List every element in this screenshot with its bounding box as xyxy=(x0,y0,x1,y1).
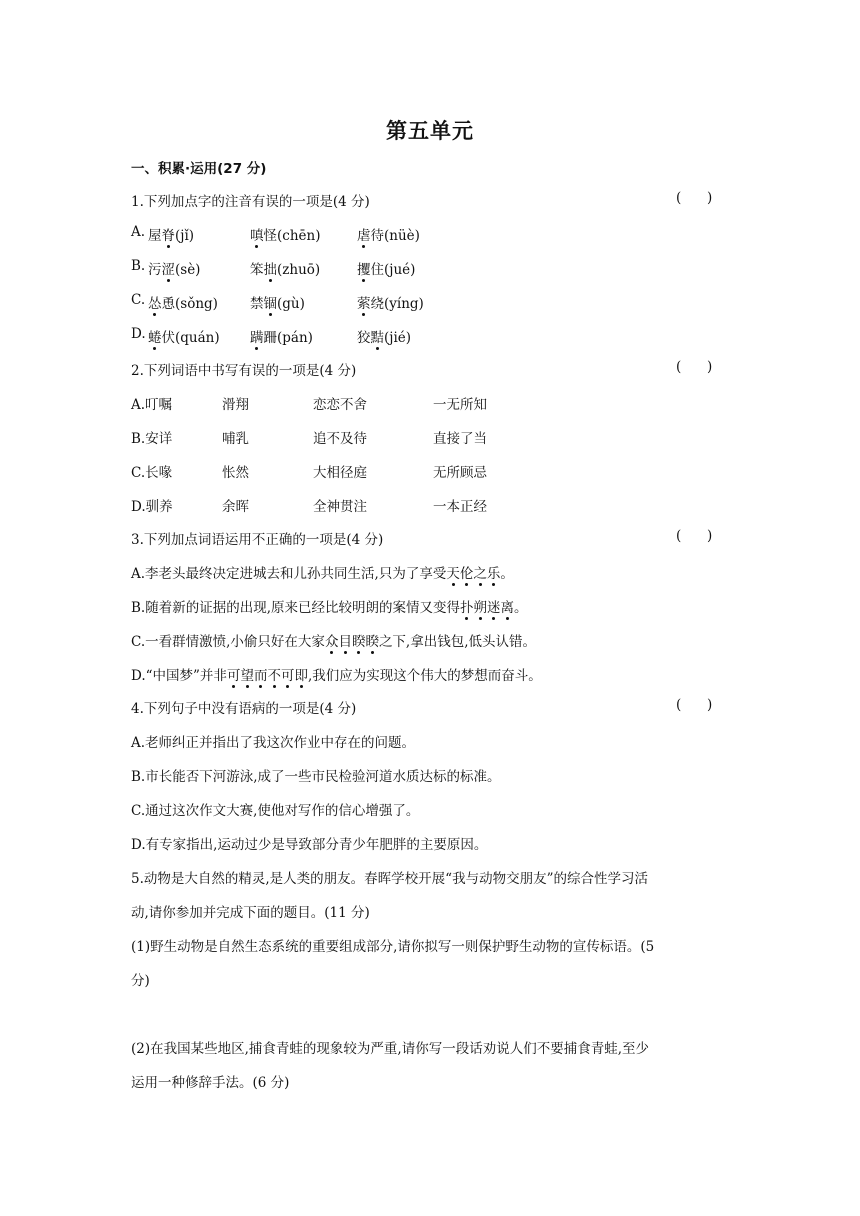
dotted-char: 怂 xyxy=(148,292,162,312)
q3-answer-paren: ( ) xyxy=(676,528,713,544)
unit-title: 第五单元 xyxy=(386,119,474,143)
q1-option-label: D. xyxy=(131,326,146,342)
q3-option xyxy=(131,562,514,582)
q1-option-term xyxy=(148,326,220,346)
dotted-char: 涩 xyxy=(162,258,176,278)
term-text: 绕(yíng) xyxy=(370,296,424,312)
q2-word: 哺乳 xyxy=(222,431,249,447)
q2-word: B.安详 xyxy=(131,431,173,447)
q1-option-term xyxy=(250,326,313,346)
dotted-char: 蹒 xyxy=(250,326,264,346)
dotted-char: 众 xyxy=(325,630,339,650)
dotted-char: 可 xyxy=(227,664,241,684)
term-text: 伏(quán) xyxy=(161,330,220,346)
q5-part1-line1: (1)野生动物是自然生态系统的重要组成部分,请你拟写一则保护野生动物的宣传标语。(5 xyxy=(131,939,655,955)
option-text: ,我们应为实现这个伟大的梦想而奋斗。 xyxy=(307,668,542,684)
dotted-char: 扑 xyxy=(460,596,474,616)
section-heading: 一、积累·运用(27 分) xyxy=(131,161,267,177)
q3-option xyxy=(131,664,542,684)
q2-answer-paren: ( ) xyxy=(676,359,713,375)
dotted-idiom xyxy=(446,566,500,582)
option-text: A.李老头最终决定进城去和儿孙共同生活,只为了享受 xyxy=(131,566,447,582)
dotted-char: 睽 xyxy=(352,630,366,650)
q5-part1-line2: 分) xyxy=(131,973,150,989)
term-text: 跚(pán) xyxy=(263,330,313,346)
q2-word: A.叮嘱 xyxy=(131,397,173,413)
dotted-char: 之 xyxy=(473,562,487,582)
q2-word: 滑翔 xyxy=(222,397,249,413)
term-text: 笨 xyxy=(250,262,264,278)
q1-option-term xyxy=(148,224,194,244)
dotted-char: 萦 xyxy=(357,292,371,312)
dotted-char: 不 xyxy=(267,664,281,684)
q5-part2-line1: (2)在我国某些地区,捕食青蛙的现象较为严重,请你写一段话劝说人们不要捕食青蛙,至少 xyxy=(131,1041,649,1057)
q3-option xyxy=(131,596,528,616)
q5-part2-line2: 运用一种修辞手法。(6 分) xyxy=(131,1075,290,1091)
term-text: 住(jué) xyxy=(370,262,416,278)
q1-option-term xyxy=(148,258,200,278)
term-text: (jǐ) xyxy=(175,228,195,244)
q2-stem: 2.下列词语中书写有误的一项是(4 分) xyxy=(131,363,357,379)
q4-option-a: A.老师纠正并指出了我这次作业中存在的问题。 xyxy=(131,735,416,751)
q1-option-term xyxy=(357,224,420,244)
term-text: 待(nüè) xyxy=(370,228,420,244)
q2-word: C.长喙 xyxy=(131,465,173,481)
q1-stem: 1.下列加点字的注音有误的一项是(4 分) xyxy=(131,194,370,210)
term-text: (sè) xyxy=(175,262,201,278)
dotted-char: 蜷 xyxy=(148,326,162,346)
q2-word: 全神贯注 xyxy=(313,499,367,515)
dotted-idiom xyxy=(460,600,514,616)
term-text: 恿(sǒng) xyxy=(161,296,218,312)
dotted-char: 望 xyxy=(240,664,254,684)
q2-word: 大相径庭 xyxy=(313,465,367,481)
q4-answer-paren: ( ) xyxy=(676,697,713,713)
dotted-char: 即 xyxy=(294,664,308,684)
q1-option-label: A. xyxy=(131,224,146,240)
dotted-char: 攫 xyxy=(357,258,371,278)
dotted-char: 可 xyxy=(281,664,295,684)
dotted-char: 睽 xyxy=(365,630,379,650)
dotted-idiom xyxy=(325,634,379,650)
term-text: (zhuō) xyxy=(277,262,321,278)
q2-word: 余晖 xyxy=(222,499,249,515)
dotted-idiom xyxy=(227,668,308,684)
q2-word: 直接了当 xyxy=(433,431,487,447)
q1-option-term xyxy=(357,258,415,278)
q1-option-label: C. xyxy=(131,292,146,308)
q2-word: 无所顾忌 xyxy=(433,465,487,481)
dotted-char: 天 xyxy=(446,562,460,582)
dotted-char: 伦 xyxy=(460,562,474,582)
dotted-char: 黠 xyxy=(371,326,385,346)
dotted-char: 脊 xyxy=(162,224,176,244)
q3-option xyxy=(131,630,536,650)
option-text: B.随着新的证据的出现,原来已经比较明朗的案情又变得 xyxy=(131,600,461,616)
q1-option-term xyxy=(250,292,305,312)
q2-word: 一本正经 xyxy=(433,499,487,515)
term-text: 狡 xyxy=(357,330,371,346)
q2-word: D.驯养 xyxy=(131,499,173,515)
term-text: (jié) xyxy=(384,330,412,346)
q2-word: 恋恋不舍 xyxy=(313,397,367,413)
term-text: (gù) xyxy=(277,296,305,312)
q1-option-term xyxy=(148,292,218,312)
dotted-char: 目 xyxy=(338,630,352,650)
term-text: 怪(chēn) xyxy=(263,228,321,244)
q5-stem-line1: 5.动物是大自然的精灵,是人类的朋友。春晖学校开展“我与动物交朋友”的综合性学习活 xyxy=(131,871,648,887)
q1-option-term xyxy=(250,258,320,278)
dotted-char: 乐 xyxy=(487,562,501,582)
option-text: C.一看群情激愤,小偷只好在大家 xyxy=(131,634,325,650)
dotted-char: 朔 xyxy=(474,596,488,616)
dotted-char: 锢 xyxy=(264,292,278,312)
option-text: 。 xyxy=(500,566,514,582)
q1-answer-paren: ( ) xyxy=(676,190,713,206)
q5-stem-line2: 动,请你参加并完成下面的题目。(11 分) xyxy=(131,905,370,921)
dotted-char: 而 xyxy=(254,664,268,684)
dotted-char: 嗔 xyxy=(250,224,264,244)
q2-word: 追不及待 xyxy=(313,431,367,447)
dotted-char: 拙 xyxy=(264,258,278,278)
q4-stem: 4.下列句子中没有语病的一项是(4 分) xyxy=(131,701,357,717)
dotted-char: 迷 xyxy=(487,596,501,616)
dotted-char: 虐 xyxy=(357,224,371,244)
q1-option-label: B. xyxy=(131,258,146,274)
q1-option-term xyxy=(357,326,411,346)
q4-option-c: C.通过这次作文大赛,使他对写作的信心增强了。 xyxy=(131,803,420,819)
q4-option-b: B.市长能否下河游泳,成了一些市民检验河道水质达标的标准。 xyxy=(131,769,501,785)
option-text: D.“中国梦”并非 xyxy=(131,668,227,684)
option-text: 之下,拿出钱包,低头认错。 xyxy=(378,634,537,650)
q1-option-term xyxy=(357,292,424,312)
term-text: 禁 xyxy=(250,296,264,312)
dotted-char: 离 xyxy=(501,596,515,616)
term-text: 污 xyxy=(148,262,162,278)
q2-word: 怅然 xyxy=(222,465,249,481)
q2-word: 一无所知 xyxy=(433,397,487,413)
q4-option-d: D.有专家指出,运动过少是导致部分青少年肥胖的主要原因。 xyxy=(131,837,488,853)
option-text: 。 xyxy=(514,600,528,616)
term-text: 屋 xyxy=(148,228,162,244)
q3-stem: 3.下列加点词语运用不正确的一项是(4 分) xyxy=(131,532,384,548)
q1-option-term xyxy=(250,224,320,244)
